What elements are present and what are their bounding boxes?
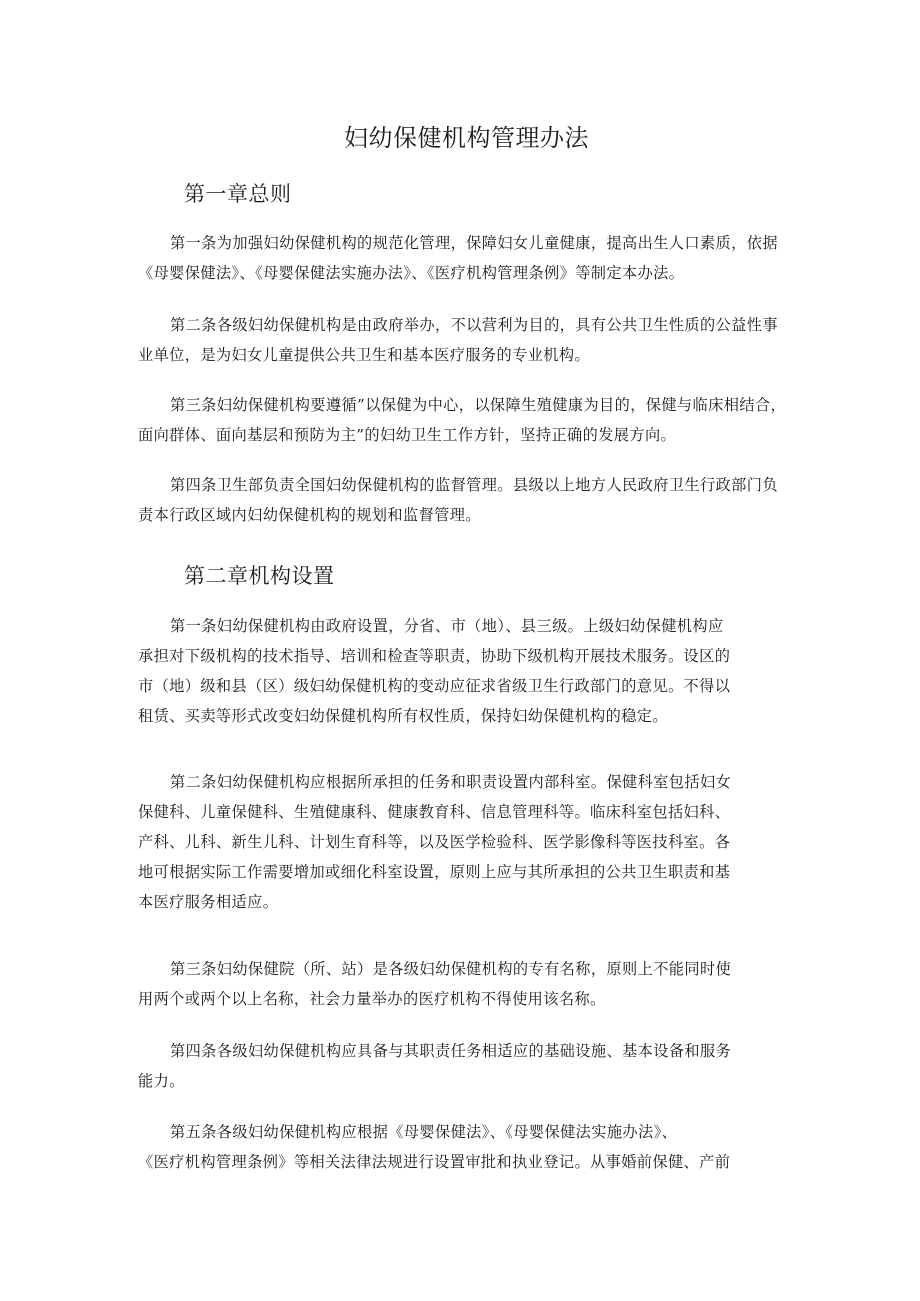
paragraph-line: 责本行政区域内妇幼保健机构的规划和监督管理。 — [138, 506, 481, 524]
chapter-heading-1: 第一章总则 — [184, 182, 292, 206]
paragraph-line: 《母婴保健法》、《母婴保健法实施办法》、《医疗机构管理条例》等制定本办法。 — [138, 264, 685, 282]
paragraph-line: 面向群体、面向基层和预防为主”的妇幼卫生工作方针，坚持正确的发展方向。 — [138, 426, 677, 444]
paragraph-line: 保健科、儿童保健科、生殖健康科、健康教育科、信息管理科等。临床科室包括妇科、 — [138, 803, 731, 821]
chapter-heading-2: 第二章机构设置 — [184, 564, 335, 588]
paragraph-line: 第一条为加强妇幼保健机构的规范化管理，保障妇女儿童健康，提高出生人口素质，依据 — [170, 234, 778, 252]
paragraph-line: 第四条各级妇幼保健机构应具备与其职责任务相适应的基础设施、基本设备和服务 — [170, 1042, 732, 1060]
article-paragraph — [138, 954, 795, 1014]
article-paragraph — [138, 767, 795, 917]
paragraph-line: 承担对下级机构的技术指导、培训和检查等职责，协助下级机构开展技术服务。设区的 — [138, 647, 731, 665]
paragraph-line: 第一条妇幼保健机构由政府设置，分省、市（地）、县三级。上级妇幼保健机构应 — [170, 617, 724, 635]
paragraph-line: 本医疗服务相适应。 — [138, 893, 279, 911]
paragraph-line: 第二条各级妇幼保健机构是由政府举办，不以营利为目的，具有公共卫生性质的公益性事 — [170, 316, 778, 334]
article-paragraph — [138, 228, 795, 288]
article-paragraph — [138, 1117, 795, 1177]
article-paragraph — [138, 1036, 795, 1096]
paragraph-line: 市（地）级和县（区）级妇幼保健机构的变动应征求省级卫生行政部门的意见。不得以 — [138, 677, 731, 695]
article-paragraph — [138, 310, 795, 370]
paragraph-line: 能力。 — [138, 1072, 185, 1090]
paragraph-line: 业单位，是为妇女儿童提供公共卫生和基本医疗服务的专业机构。 — [138, 346, 591, 364]
article-paragraph — [138, 611, 795, 731]
article-paragraph — [138, 390, 795, 450]
paragraph-line: 产科、儿科、新生儿科、计划生育科等，以及医学检验科、医学影像科等医技科室。各 — [138, 833, 731, 851]
paragraph-line: 地可根据实际工作需要增加或细化科室设置，原则上应与其所承担的公共卫生职责和基 — [138, 863, 731, 881]
paragraph-line: 第二条妇幼保健机构应根据所承担的任务和职责设置内部科室。保健科室包括妇女 — [170, 773, 732, 791]
paragraph-line: 第三条妇幼保健院（所、站）是各级妇幼保健机构的专有名称，原则上不能同时使 — [170, 960, 732, 978]
document-title: 妇幼保健机构管理办法 — [344, 124, 589, 152]
paragraph-line: 《医疗机构管理条例》等相关法律法规进行设置审批和执业登记。从事婚前保健、产前 — [138, 1153, 731, 1171]
paragraph-line: 用两个或两个以上名称，社会力量举办的医疗机构不得使用该名称。 — [138, 990, 606, 1008]
paragraph-line: 第四条卫生部负责全国妇幼保健机构的监督管理。县级以上地方人民政府卫生行政部门负 — [170, 476, 778, 494]
article-paragraph — [138, 470, 795, 530]
paragraph-line: 第三条妇幼保健机构要遵循”以保健为中心，以保障生殖健康为目的，保健与临床相结合， — [170, 396, 787, 414]
paragraph-line: 第五条各级妇幼保健机构应根据《母婴保健法》、《母婴保健法实施办法》、 — [170, 1123, 678, 1141]
paragraph-line: 租赁、买卖等形式改变妇幼保健机构所有权性质，保持妇幼保健机构的稳定。 — [138, 707, 668, 725]
